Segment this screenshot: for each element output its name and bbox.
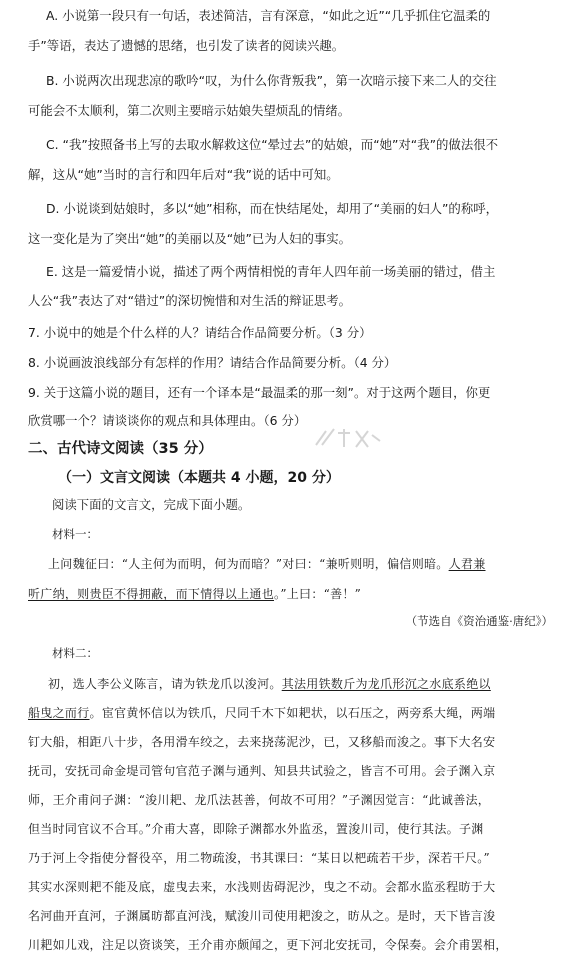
material-2-line-6: 但当时同官议不合耳。”介甫大喜，即除子渊都水外监丞，置浚川司，使行其法。子渊: [28, 822, 484, 836]
underlined-sentence: 其法用铁数斤为龙爪形沉之水底系绝以: [281, 677, 491, 691]
option-a-line-2: 手”等语，表达了遗憾的思绪，也引发了读者的阅读兴趣。: [28, 38, 345, 53]
option-e-line-1: E. 这是一篇爱情小说，描述了两个两情相悦的青年人四年前一场美丽的错过，借主: [46, 264, 496, 279]
section-title: 二、古代诗文阅读（35 分）: [28, 441, 213, 457]
underlined-sentence: 船曳之而行: [28, 706, 90, 720]
material-1-label: 材料一：: [52, 527, 98, 541]
subsection-title: （一）文言文阅读（本题共 4 小题，20 分）: [58, 470, 340, 486]
option-b-line-2: 可能会不太顺利，第二次则主要暗示姑娘失望烦乱的情绪。: [28, 103, 351, 118]
material-1-line-2: 听广纳，则贵臣不得拥蔽，而下情得以上通也。”上曰：“善！”: [28, 587, 362, 601]
material-2-line-3: 钉大船，相距八十步，各用滑车绞之，去来挠荡泥沙，已，又移船而浚之。事下大名安: [28, 735, 496, 749]
option-d-line-2: 这一变化是为了突出“她”的美丽以及“她”已为人妇的事实。: [28, 231, 352, 246]
watermark-icon: [312, 425, 382, 451]
material-1-line-1: 上问魏征曰：“人主何为而明，何为而暗？”对曰：“兼听则明，偏信则暗。人君兼: [48, 557, 486, 571]
question-9-line-1: 9. 关于这篇小说的题目，还有一个译本是“最温柔的那一刻”。对于这两个题目，你更: [28, 385, 491, 400]
option-b-line-1: B. 小说两次出现悲凉的歌吟“叹，为什么你背叛我”，第一次暗示接下来二人的交往: [46, 73, 497, 88]
question-8: 8. 小说画波浪线部分有怎样的作用？请结合作品简要分析。（4 分）: [28, 355, 397, 370]
instruction: 阅读下面的文言文，完成下面小题。: [52, 497, 251, 512]
underlined-sentence: 人君兼: [448, 557, 486, 571]
material-2-label: 材料二：: [52, 646, 98, 660]
material-2-line-10: 川耙如儿戏，注足以资谈笑，王介甫亦颇闻之，更下河北安抚司，令保奏。会介甫罢相，: [28, 938, 508, 952]
material-2-line-8: 其实水深则耙不能及底，虚曳去来，水浅则齿碍泥沙，曳之不动。会都水监丞程昉于大: [28, 880, 496, 894]
material-2-line-2: 船曳之而行。宦官黄怀信以为铁爪，尺同千木下如耙状，以石压之，两旁系大绳，两端: [28, 706, 496, 720]
option-c-line-1: C. “我”按照备书上写的去取水解救这位“晕过去”的姑娘，而“她”对“我”的做法很不: [46, 137, 498, 152]
material-2-line-1: 初，选人李公义陈言，请为铁龙爪以浚河。其法用铁数斤为龙爪形沉之水底系绝以: [48, 677, 491, 691]
material-2-line-5: 师，王介甫问子渊：“浚川耙、龙爪法甚善，何故不可用？”子渊因觉言：“此诚善法，: [28, 793, 491, 807]
question-9-line-2: 欣赏哪一个？请谈谈你的观点和具体理由。（6 分）: [28, 413, 307, 428]
option-a-line-1: A. 小说第一段只有一句话，表述简洁，言有深意，“如此之近”“几乎抓住它温柔的: [46, 8, 491, 23]
underlined-sentence: 听广纳，则贵臣不得拥蔽，而下情得以上通也: [28, 587, 275, 601]
material-2-line-9: 名河曲开直河，子渊属昉都直河浅，赋浚川司使用耙浚之，昉从之。是时，天下皆言浚: [28, 909, 496, 923]
question-7: 7. 小说中的她是个什么样的人？请结合作品简要分析。（3 分）: [28, 325, 372, 340]
option-c-line-2: 解，这从“她”当时的言行和四年后对“我”说的话中可知。: [28, 167, 339, 182]
material-2-line-4: 抚司，安抚司命金堤司管句官范子渊与通判、知县共试验之，皆言不可用。会子渊入京: [28, 764, 496, 778]
material-1-source: （节选自《资治通鉴·唐纪》）: [405, 614, 553, 628]
option-d-line-1: D. 小说谈到姑娘时，多以“她”相称，而在快结尾处，却用了“美丽的妇人”的称呼，: [46, 201, 498, 216]
material-2-line-7: 乃于河上令指使分督役卒，用二物疏浚，书其课曰：“某日以杷疏若干步，深若干尺。”: [28, 851, 490, 865]
option-e-line-2: 人公“我”表达了对“错过”的深切惋惜和对生活的辩证思考。: [28, 293, 352, 308]
